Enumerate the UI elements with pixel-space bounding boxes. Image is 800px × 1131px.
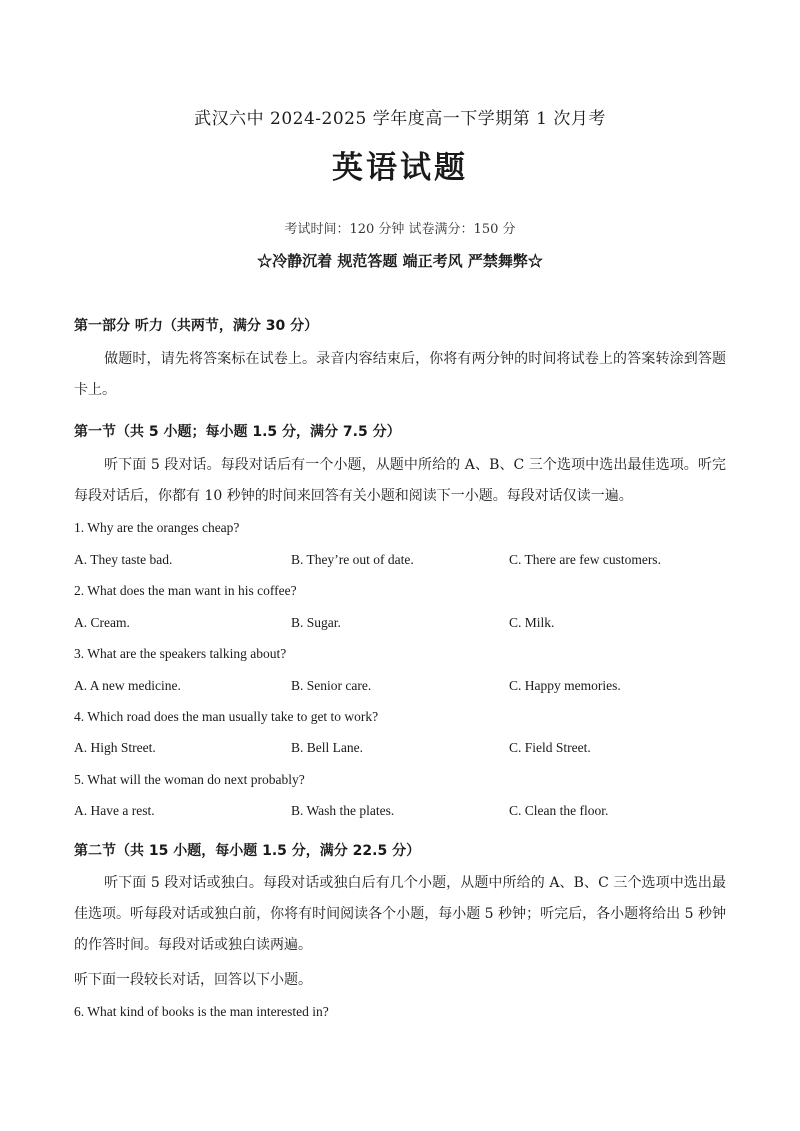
question-2-option-a: A. Cream. [74,615,130,630]
question-4: 4. Which road does the man usually take to get to work? [74,709,379,724]
section2-instructions [74,868,726,961]
section2-heading: 第二节（共 15 小题，每小题 1.5 分，满分 22.5 分） [74,843,421,859]
question-2-option-c: C. Milk. [509,615,555,630]
section2-note: 听下面一段较长对话，回答以下小题。 [74,972,312,988]
part1-instructions [74,344,726,406]
question-4-option-c: C. Field Street. [509,740,591,755]
part1-heading: 第一部分 听力（共两节，满分 30 分） [74,318,319,334]
part1-instructions-text: 做题时，请先将答案标在试卷上。录音内容结束后，你将有两分钟的时间将试卷上的答案转涂到答题卡上。 [74,351,726,398]
question-3-option-b: B. Senior care. [291,678,372,693]
question-3-option-a: A. A new medicine. [74,678,181,693]
question-5-option-b: B. Wash the plates. [291,803,395,818]
question-6: 6. What kind of books is the man interested in? [74,1004,329,1019]
exam-title: 英语试题 [332,150,468,186]
question-2-option-b: B. Sugar. [291,615,341,630]
question-3-option-c: C. Happy memories. [509,678,621,693]
section2-instructions-text: 听下面 5 段对话或独白。每段对话或独白后有几个小题，从题中所给的 A、B、C 三个选项中选出最佳选项。听每段对话或独白前，你将有时间阅读各个小题，每小题 5 秒钟；听完后，各小题将给出 5 秒钟的作答时间。每段对话或独白读两遍。 [74,875,726,953]
question-2: 2. What does the man want in his coffee? [74,583,297,598]
exam-subtitle: 武汉六中 2024-2025 学年度高一下学期第 1 次月考 [194,109,606,129]
question-5-option-c: C. Clean the floor. [509,803,609,818]
question-1-option-a: A. They taste bad. [74,552,173,567]
question-1-option-c: C. There are few customers. [509,552,661,567]
exam-info: 考试时间：120 分钟 试卷满分：150 分 [284,222,516,237]
exam-motto: ☆冷静沉着 规范答题 端正考风 严禁舞弊☆ [257,252,543,270]
question-1: 1. Why are the oranges cheap? [74,520,240,535]
section1-instructions-text: 听下面 5 段对话。每段对话后有一个小题，从题中所给的 A、B、C 三个选项中选出最佳选项。听完每段对话后，你都有 10 秒钟的时间来回答有关小题和阅读下一小题。每段对话仅读一遍。 [74,457,726,504]
question-4-option-a: A. High Street. [74,740,156,755]
question-5: 5. What will the woman do next probably? [74,772,305,787]
question-4-option-b: B. Bell Lane. [291,740,363,755]
section1-heading: 第一节（共 5 小题；每小题 1.5 分，满分 7.5 分） [74,424,401,440]
question-5-option-a: A. Have a rest. [74,803,155,818]
section1-instructions [74,450,726,512]
question-3: 3. What are the speakers talking about? [74,646,287,661]
question-1-option-b: B. They’re out of date. [291,552,414,567]
